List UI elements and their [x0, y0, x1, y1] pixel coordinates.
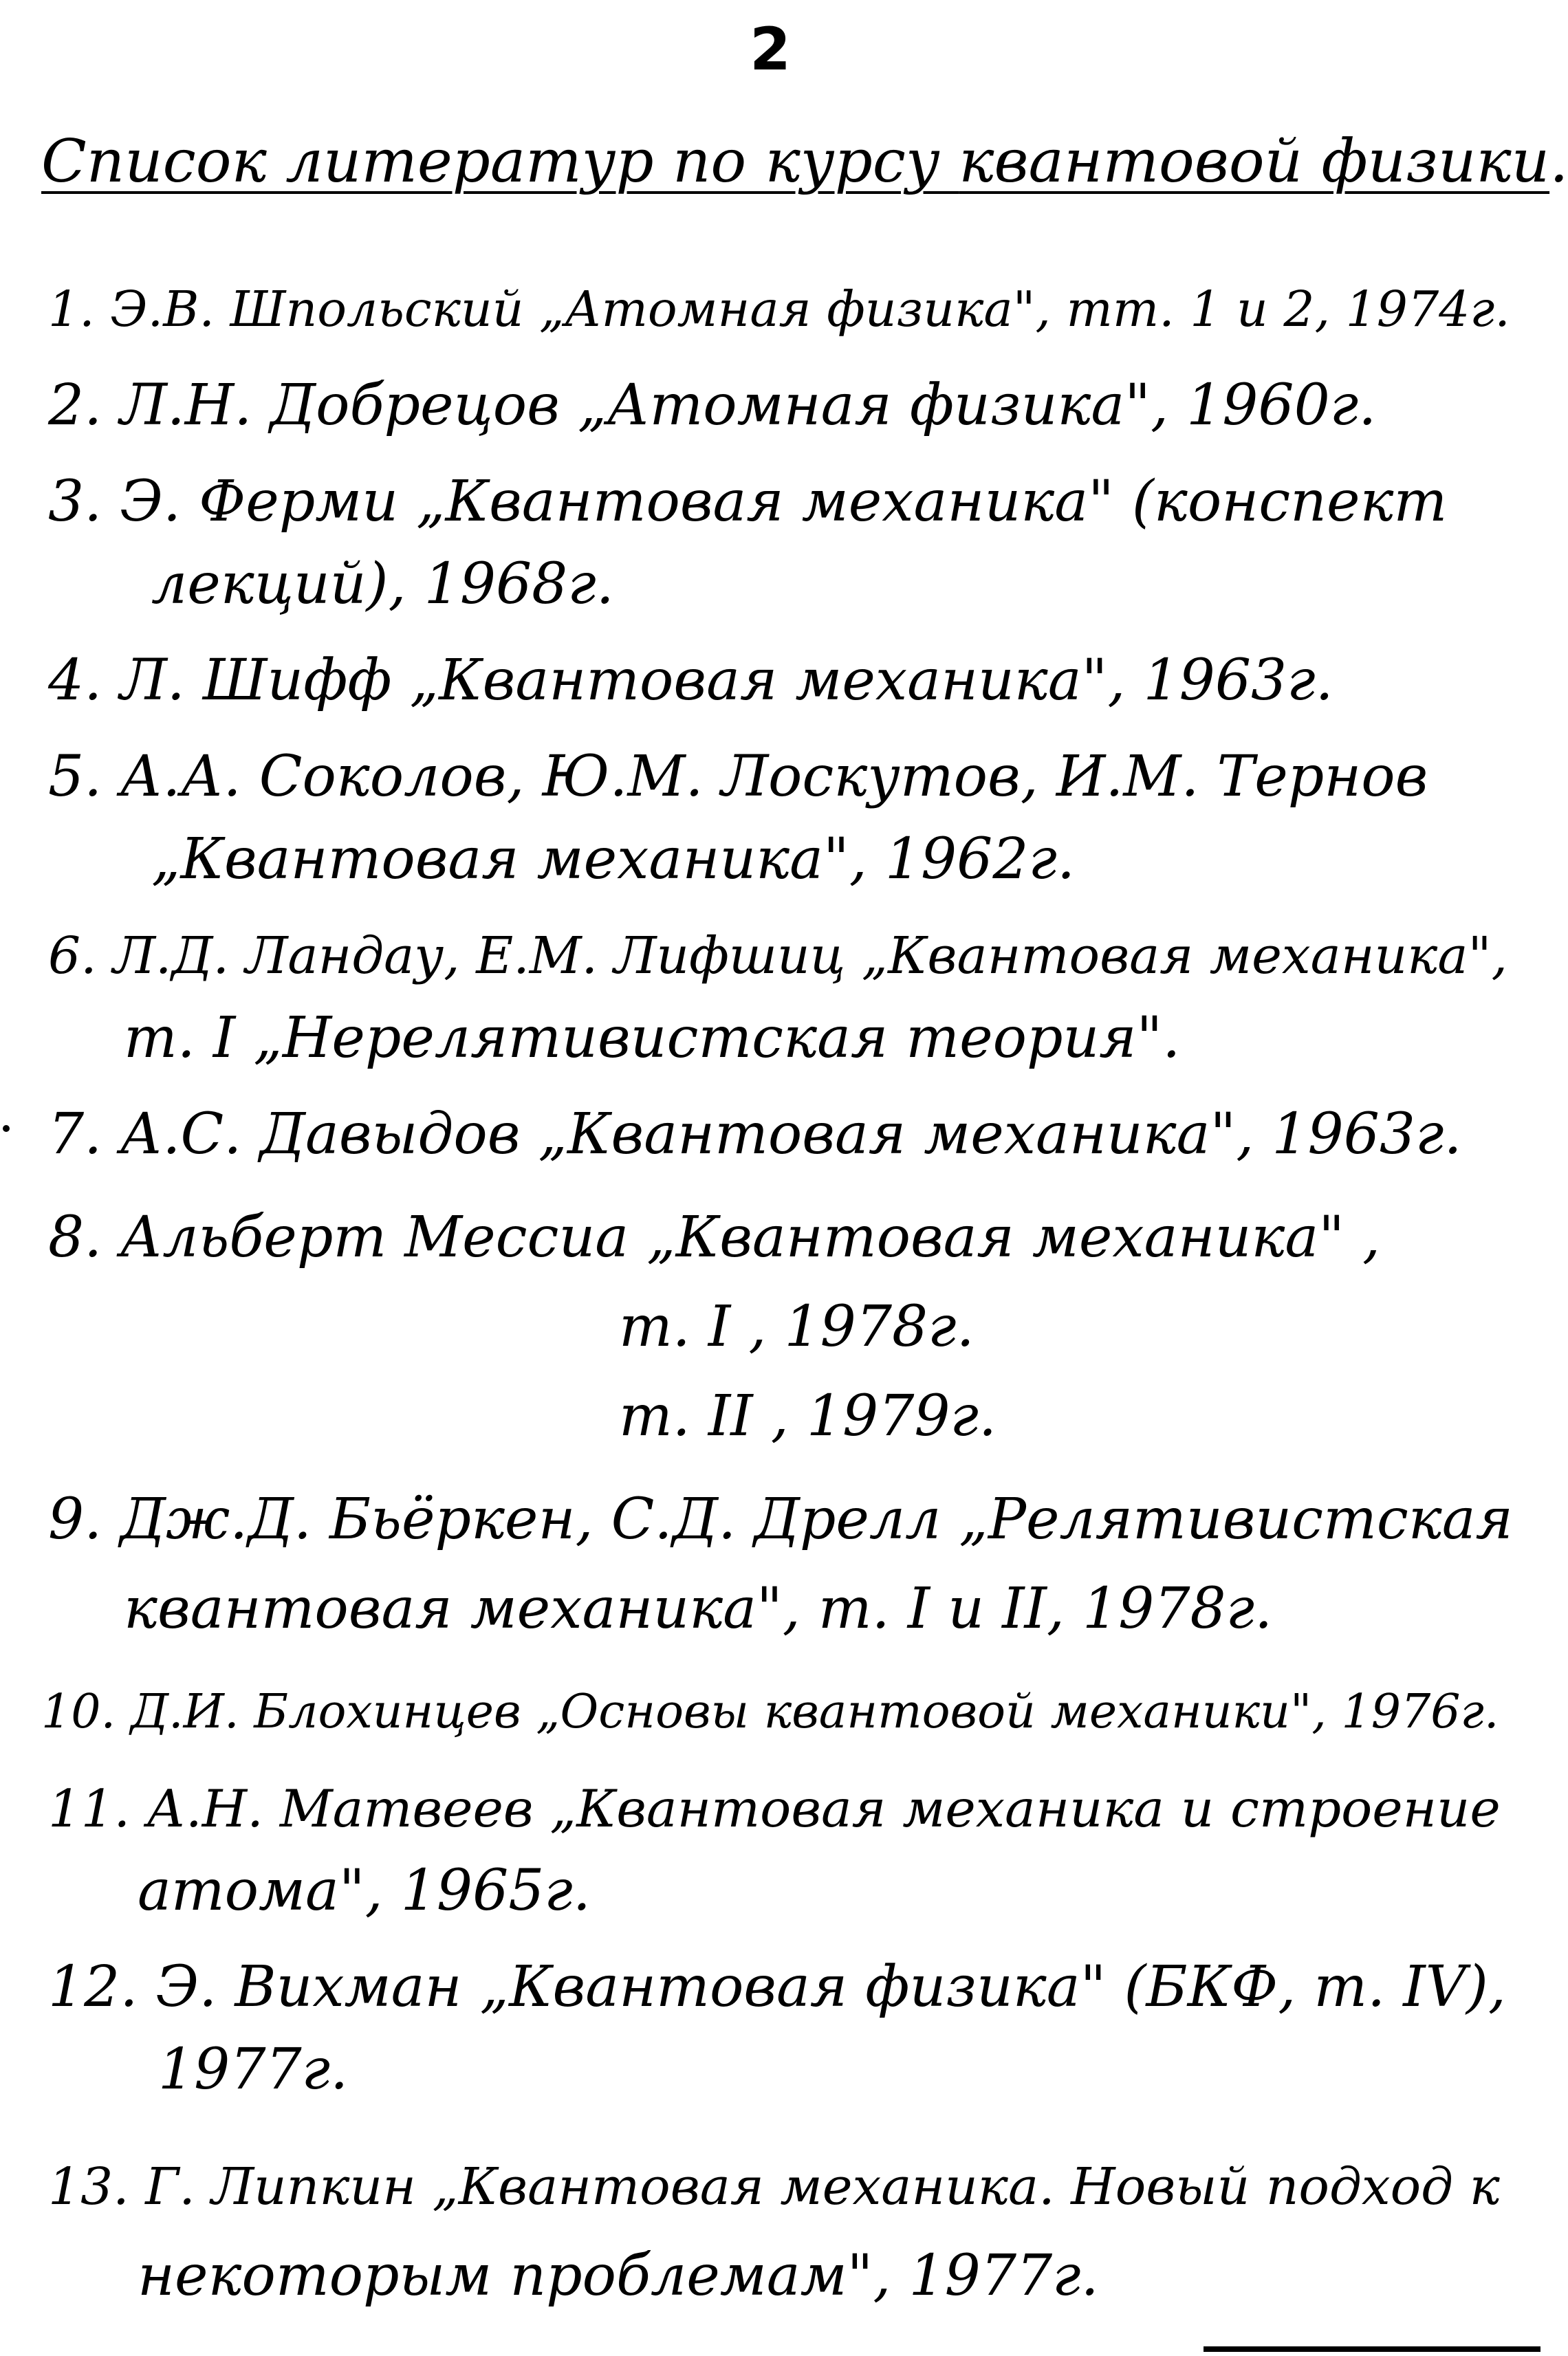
reference-line: лекций), 1968г. — [151, 552, 614, 617]
title-part2: квантовой физики — [959, 127, 1550, 196]
reference-line: 12. Э. Вихман „Квантовая физика" (БКФ, т. IV), — [48, 1954, 1506, 2020]
page-number: 2 — [750, 15, 791, 84]
reference-line: „Квантовая механика", 1962г. — [151, 827, 1076, 892]
reference-line: 8. Альберт Мессиа „Квантовая механика" , — [48, 1205, 1381, 1270]
reference-line: 1977г. — [158, 2037, 349, 2102]
reference-line: 1. Э.В. Шпольский „Атомная физика", тт. 1 и 2, 1974г. — [48, 281, 1510, 338]
reference-line: 2. Л.Н. Добрецов „Атомная физика", 1960г. — [48, 373, 1377, 438]
reference-line: 13. Г. Липкин „Квантовая механика. Новый подход к — [48, 2157, 1500, 2216]
reference-line: 9. Дж.Д. Бьёркен, С.Д. Дрелл „Релятивистская — [48, 1487, 1513, 1552]
reference-line: 6. Л.Д. Ландау, Е.М. Лифшиц „Квантовая механика", — [48, 926, 1508, 985]
reference-line: т. II , 1979г. — [619, 1384, 997, 1449]
reference-line: т. I , 1978г. — [619, 1294, 974, 1360]
reference-line: 5. А.А. Соколов, Ю.М. Лоскутов, И.М. Тернов — [48, 744, 1428, 809]
reference-line: 7. А.С. Давыдов „Квантовая механика", 1963г. — [48, 1102, 1462, 1167]
reference-line: квантовая механика", т. I и II, 1978г. — [124, 1576, 1273, 1641]
reference-line: т. I „Нерелятивистская теория". — [124, 1005, 1181, 1071]
reference-line: некоторым проблемам", 1977г. — [138, 2243, 1099, 2309]
title-part1: Список литератур по курсу — [41, 127, 959, 196]
reference-line: 10. Д.И. Блохинцев „Основы квантовой механики", 1976г. — [41, 1685, 1499, 1739]
margin-mark — [3, 1125, 10, 1132]
reference-line: 11. А.Н. Матвеев „Квантовая механика и строение — [48, 1778, 1501, 1839]
reference-line: 3. Э. Ферми „Квантовая механика" (конспект — [48, 469, 1448, 534]
reference-line: 4. Л. Шифф „Квантовая механика", 1963г. — [48, 648, 1333, 713]
page-title — [41, 124, 1568, 199]
title-end: . — [1549, 127, 1568, 196]
bottom-edge-rule — [1204, 2346, 1540, 2352]
reference-line: атома", 1965г. — [138, 1858, 591, 1923]
